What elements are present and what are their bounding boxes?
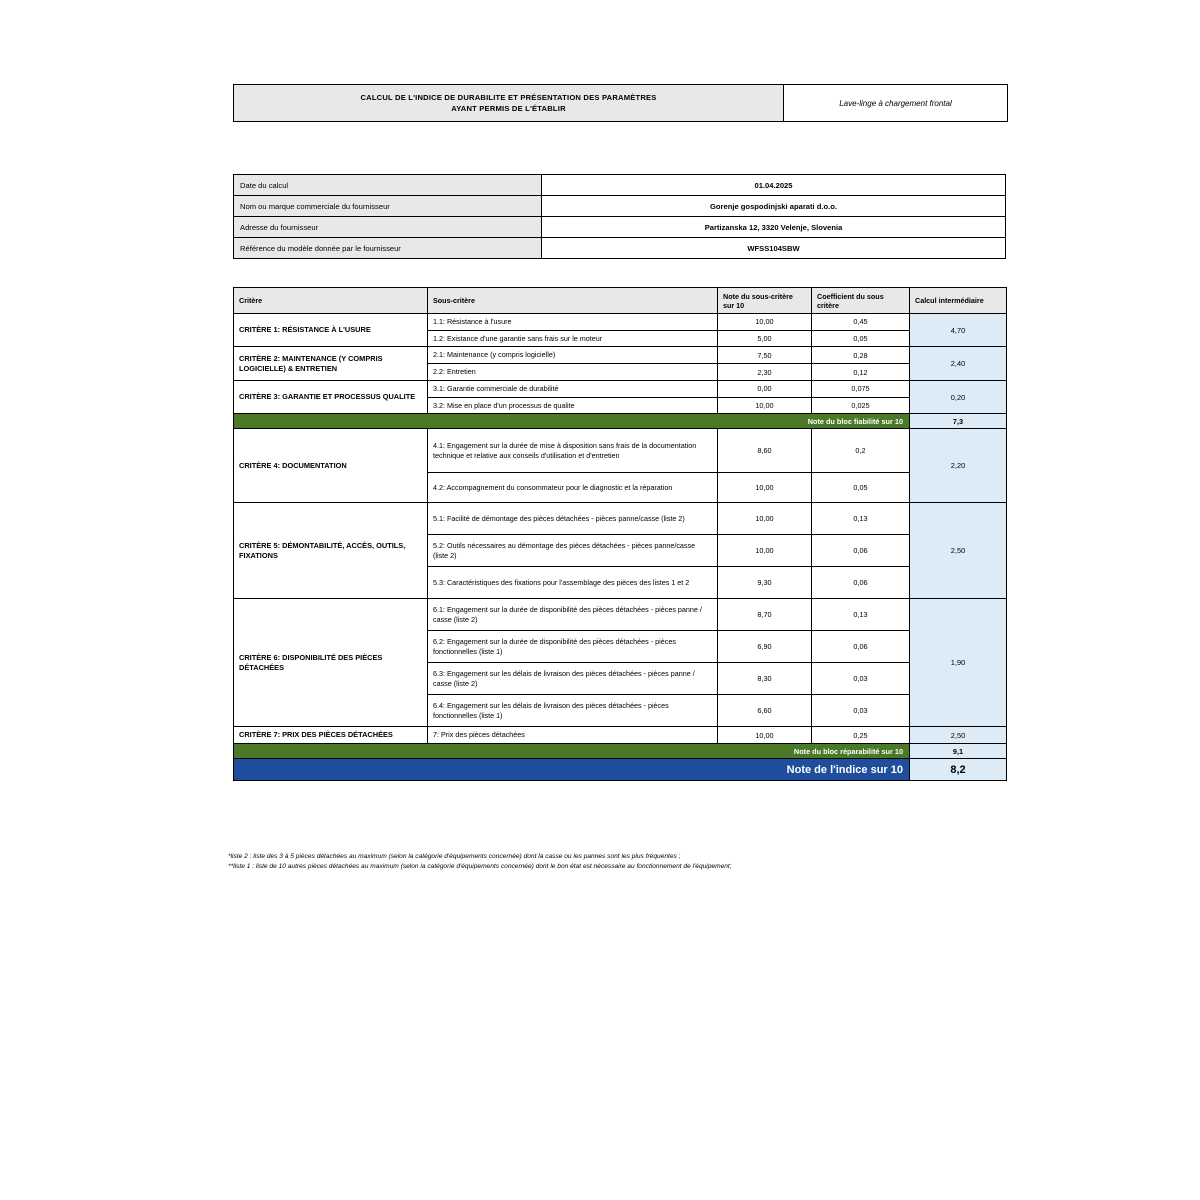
criterion-intermediate-calc: 0,20	[910, 380, 1007, 413]
header-title	[234, 85, 784, 121]
subcriterion-label: 4.2: Accompagnement du consommateur pour le diagnostic et la réparation	[428, 473, 718, 503]
subcriterion-label: 6.3: Engagement sur les délais de livraison des pièces détachées - pièces panne / casse (liste 2)	[428, 663, 718, 695]
table-row	[234, 599, 1007, 631]
subcriterion-note: 8,60	[718, 429, 812, 473]
subcriterion-coefficient: 0,075	[812, 380, 910, 397]
total-value: 8,2	[910, 759, 1007, 781]
table-row	[234, 347, 1007, 364]
subcriterion-label: 1.1: Résistance à l'usure	[428, 314, 718, 331]
subcriterion-coefficient: 0,05	[812, 330, 910, 347]
table-header-row	[234, 288, 1007, 314]
subcriterion-note: 8,30	[718, 663, 812, 695]
column-header-coefficient: Coefficient du sous critère	[812, 288, 910, 314]
subcriterion-note: 6,60	[718, 695, 812, 727]
info-label-address: Adresse du fournisseur	[234, 217, 542, 238]
table-row	[234, 175, 1006, 196]
subcriterion-note: 10,00	[718, 314, 812, 331]
table-row	[234, 196, 1006, 217]
subcriterion-note: 10,00	[718, 503, 812, 535]
subcriterion-label: 6.4: Engagement sur les délais de livraison des pièces détachées - pièces fonctionnelles (liste 1)	[428, 695, 718, 727]
criterion-intermediate-calc: 4,70	[910, 314, 1007, 347]
info-label-model: Référence du modèle donnée par le fournisseur	[234, 238, 542, 259]
criterion-label: CRITÈRE 7: PRIX DES PIÈCES DÉTACHÉES	[234, 727, 428, 744]
subcriterion-note: 9,30	[718, 567, 812, 599]
info-label-date: Date du calcul	[234, 175, 542, 196]
subcriterion-coefficient: 0,06	[812, 631, 910, 663]
document-header	[233, 84, 1008, 122]
info-value-date: 01.04.2025	[542, 175, 1006, 196]
table-row	[234, 503, 1007, 535]
block-value: 7,3	[910, 414, 1007, 429]
total-label: Note de l'indice sur 10	[234, 759, 910, 781]
header-product-type: Lave-linge à chargement frontal	[784, 85, 1007, 121]
subcriterion-note: 10,00	[718, 473, 812, 503]
subcriterion-label: 3.1: Garantie commerciale de durabilité	[428, 380, 718, 397]
subcriterion-note: 10,00	[718, 535, 812, 567]
subcriterion-coefficient: 0,45	[812, 314, 910, 331]
criterion-intermediate-calc: 2,40	[910, 347, 1007, 380]
table-row	[234, 727, 1007, 744]
table-row	[234, 238, 1006, 259]
subcriterion-label: 7: Prix des pièces détachées	[428, 727, 718, 744]
subcriterion-note: 0,00	[718, 380, 812, 397]
footnote-liste-1: **liste 1 : liste de 10 autres pièces détachées au maximum (selon la catégorie d'équipements concernée) dont le bon état est nécessaire au fonctionnement de l'équipement;	[228, 863, 732, 871]
subcriterion-note: 2,30	[718, 364, 812, 381]
criterion-intermediate-calc: 1,90	[910, 599, 1007, 727]
subcriterion-coefficient: 0,13	[812, 599, 910, 631]
criterion-intermediate-calc: 2,20	[910, 429, 1007, 503]
column-header-note: Note du sous-critère sur 10	[718, 288, 812, 314]
criterion-label: CRITÈRE 3: GARANTIE ET PROCESSUS QUALITE	[234, 380, 428, 413]
table-row	[234, 314, 1007, 331]
column-header-sous-critere: Sous-critère	[428, 288, 718, 314]
subcriterion-note: 8,70	[718, 599, 812, 631]
block-summary-repairability	[234, 744, 1007, 759]
subcriterion-coefficient: 0,06	[812, 567, 910, 599]
footnote-liste-2: *liste 2 : liste des 3 à 5 pièces détachées au maximum (selon la catégorie d'équipements concernée) dont la casse ou les pannes sont les plus fréquentes ;	[228, 853, 681, 860]
subcriterion-coefficient: 0,03	[812, 663, 910, 695]
subcriterion-coefficient: 0,03	[812, 695, 910, 727]
block-summary-reliability	[234, 414, 1007, 429]
criterion-label: CRITÈRE 5: DÉMONTABILITÉ, ACCÈS, OUTILS, FIXATIONS	[234, 503, 428, 599]
criterion-label: CRITÈRE 1: RÉSISTANCE À L'USURE	[234, 314, 428, 347]
subcriterion-note: 6,90	[718, 631, 812, 663]
block-label: Note du bloc fiabilité sur 10	[234, 414, 910, 429]
subcriterion-note: 5,00	[718, 330, 812, 347]
criterion-intermediate-calc: 2,50	[910, 503, 1007, 599]
block-value: 9,1	[910, 744, 1007, 759]
subcriterion-label: 5.2: Outils nécessaires au démontage des pièces détachées - pièces panne/casse (liste 2)	[428, 535, 718, 567]
block-label: Note du bloc réparabilité sur 10	[234, 744, 910, 759]
subcriterion-label: 2.2: Entretien	[428, 364, 718, 381]
info-value-address: Partizanska 12, 3320 Velenje, Slovenia	[542, 217, 1006, 238]
info-value-supplier: Gorenje gospodinjski aparati d.o.o.	[542, 196, 1006, 217]
subcriterion-label: 2.1: Maintenance (y compris logicielle)	[428, 347, 718, 364]
subcriterion-note: 7,50	[718, 347, 812, 364]
subcriterion-label: 6.1: Engagement sur la durée de disponibilité des pièces détachées - pièces panne / casse (liste 2)	[428, 599, 718, 631]
total-index-row	[234, 759, 1007, 781]
criterion-label: CRITÈRE 2: MAINTENANCE (Y COMPRIS LOGICIELLE) & ENTRETIEN	[234, 347, 428, 380]
info-label-supplier: Nom ou marque commerciale du fournisseur	[234, 196, 542, 217]
subcriterion-label: 1.2: Existance d'une garantie sans frais sur le moteur	[428, 330, 718, 347]
subcriterion-label: 3.2: Mise en place d'un processus de qualite	[428, 397, 718, 414]
subcriterion-coefficient: 0,13	[812, 503, 910, 535]
info-value-model: WFSS104SBW	[542, 238, 1006, 259]
subcriterion-coefficient: 0,25	[812, 727, 910, 744]
subcriterion-note: 10,00	[718, 397, 812, 414]
header-title-line2: AYANT PERMIS DE L'ÉTABLIR	[451, 104, 566, 113]
column-header-critere: Critère	[234, 288, 428, 314]
table-row	[234, 429, 1007, 473]
subcriterion-coefficient: 0,025	[812, 397, 910, 414]
durability-index-table	[233, 287, 1007, 781]
subcriterion-coefficient: 0,2	[812, 429, 910, 473]
criterion-intermediate-calc: 2,50	[910, 727, 1007, 744]
table-row	[234, 380, 1007, 397]
criterion-label: CRITÈRE 4: DOCUMENTATION	[234, 429, 428, 503]
subcriterion-label: 6.2: Engagement sur la durée de disponibilité des pièces détachées - pièces fonctionnelles (liste 1)	[428, 631, 718, 663]
subcriterion-label: 4.1: Engagement sur la durée de mise à disposition sans frais de la documentation technique et relative aux conseils d'utilisation et d'entretien	[428, 429, 718, 473]
subcriterion-note: 10,00	[718, 727, 812, 744]
subcriterion-label: 5.1: Facilité de démontage des pièces détachées - pièces panne/casse (liste 2)	[428, 503, 718, 535]
header-title-line1: CALCUL DE L'INDICE DE DURABILITE ET PRÉSENTATION DES PARAMÈTRES	[360, 93, 657, 102]
subcriterion-coefficient: 0,28	[812, 347, 910, 364]
subcriterion-coefficient: 0,05	[812, 473, 910, 503]
subcriterion-coefficient: 0,12	[812, 364, 910, 381]
criterion-label: CRITÈRE 6: DISPONIBILITÉ DES PIÈCES DÉTACHÉES	[234, 599, 428, 727]
subcriterion-label: 5.3: Caractéristiques des fixations pour l'assemblage des pièces des listes 1 et 2	[428, 567, 718, 599]
column-header-calcul: Calcul intermédiaire	[910, 288, 1007, 314]
footnotes	[228, 852, 1048, 872]
subcriterion-coefficient: 0,06	[812, 535, 910, 567]
supplier-info-table	[233, 174, 1006, 259]
table-row	[234, 217, 1006, 238]
